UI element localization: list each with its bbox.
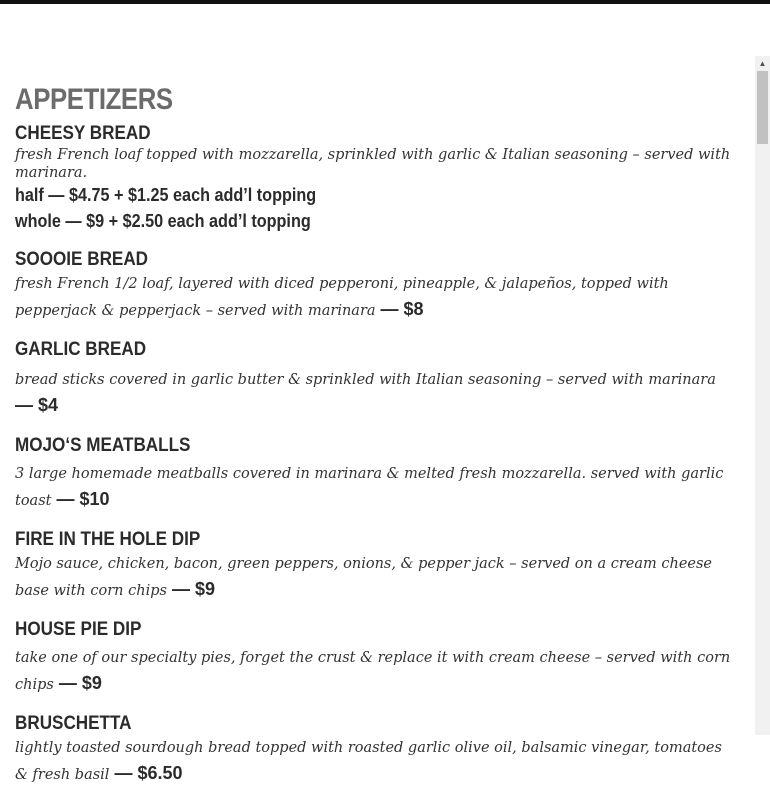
item-price: — $6.50 — [109, 763, 183, 783]
item-description: bread sticks covered in garlic butter & sprinkled with Italian seasoning – served with marinara — [15, 372, 716, 388]
menu-item — [15, 338, 737, 420]
item-description-line — [15, 366, 737, 420]
price-option-whole: whole — $9 + $2.50 each add’l topping — [15, 211, 311, 231]
menu-content — [15, 78, 737, 783]
item-description-line — [15, 462, 737, 514]
item-description: fresh French loaf topped with mozzarella, sprinkled with garlic & Italian seasoning – served with marinara. — [15, 147, 731, 181]
item-name: FIRE IN THE HOLE DIP — [15, 529, 201, 550]
item-price: — $4 — [15, 395, 59, 415]
scrollbar-thumb[interactable] — [757, 71, 768, 144]
item-name: GARLIC BREAD — [15, 339, 147, 360]
item-description-line — [15, 272, 737, 324]
item-price: — $9 — [166, 579, 215, 599]
scroll-up-arrow-icon[interactable]: ▲ — [758, 58, 767, 68]
item-name: HOUSE PIE DIP — [15, 619, 142, 640]
item-name: BRUSCHETTA — [15, 713, 132, 734]
menu-item — [15, 248, 737, 324]
item-description: lightly toasted sourdough bread topped with roasted garlic olive oil, balsamic vinegar, tomatoes & fresh basil — [15, 740, 722, 783]
item-description: fresh French 1/2 loaf, layered with diced pepperoni, pineapple, & jalapeños, topped with pepperjack & pepperjack – served with marinara — [15, 276, 669, 319]
menu-item — [15, 712, 737, 788]
item-description-line — [15, 646, 737, 698]
section-title: APPETIZERS — [15, 83, 173, 116]
item-price: — $9 — [53, 673, 102, 693]
menu-item — [15, 618, 737, 698]
top-bar — [0, 0, 770, 4]
item-price: — $10 — [51, 489, 110, 509]
menu-item — [15, 434, 737, 514]
vertical-scrollbar[interactable] — [755, 56, 770, 735]
menu-item — [15, 528, 737, 604]
item-price: — $8 — [375, 299, 424, 319]
item-description-line — [15, 552, 737, 604]
price-option-half: half — $4.75 + $1.25 each add’l topping — [15, 185, 317, 205]
item-description-line — [15, 736, 737, 788]
item-description: 3 large homemade meatballs covered in marinara & melted fresh mozzarella. served with garlic toast — [15, 466, 724, 509]
item-name: SOOOIE BREAD — [15, 249, 149, 270]
menu-item — [15, 122, 737, 234]
item-name: MOJO‘S MEATBALLS — [15, 435, 191, 456]
item-description: take one of our specialty pies, forget the crust & replace it with cream cheese – served with corn chips — [15, 650, 731, 693]
item-description: Mojo sauce, chicken, bacon, green peppers, onions, & pepper jack – served on a cream cheese base with corn chips — [15, 556, 712, 599]
item-name: CHEESY BREAD — [15, 123, 151, 144]
